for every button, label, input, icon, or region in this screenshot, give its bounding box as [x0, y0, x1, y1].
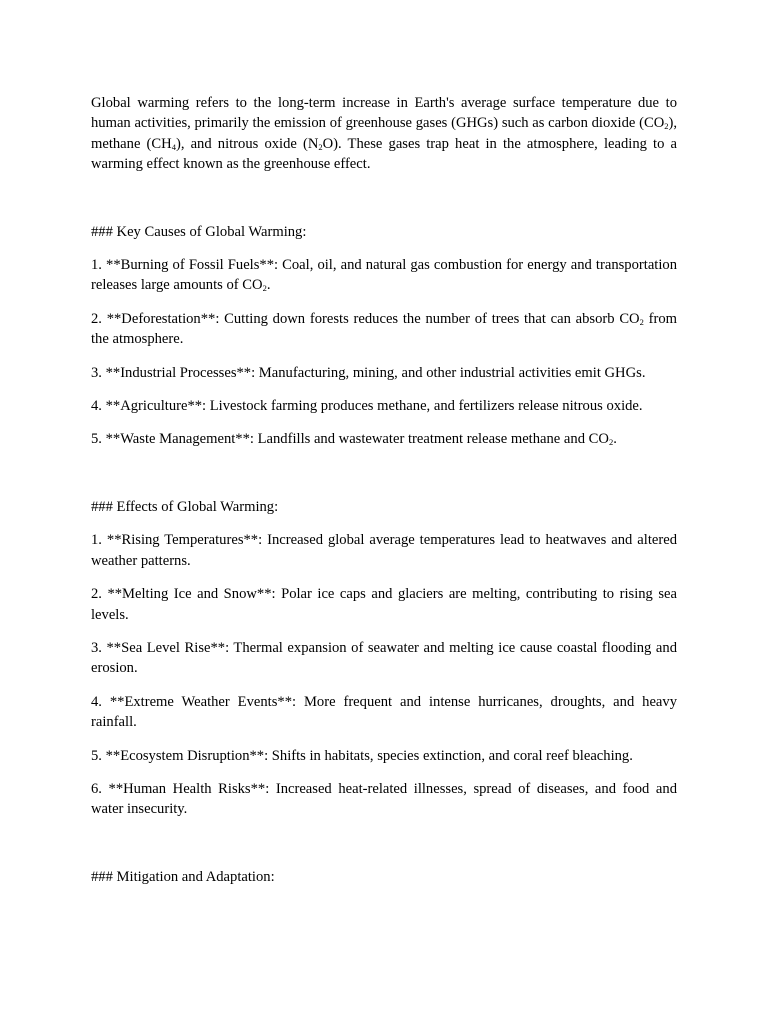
cause-item-2 [91, 309, 677, 350]
subscript-2: 2 [639, 316, 644, 327]
effect-item-3: 3. **Sea Level Rise**: Thermal expansion of seawater and melting ice cause coastal flooding and erosion. [91, 639, 677, 677]
document-page [91, 93, 677, 900]
subscript-2: 2 [318, 141, 323, 152]
cause-item-5-text: 5. **Waste Management**: Landfills and wastewater treatment release methane and CO [91, 431, 609, 448]
section-gap [91, 463, 677, 497]
intro-text-1: Global warming refers to the long-term increase in Earth's average surface temperature due to human activities, primarily the emission of greenhouse gases (GHGs) such as carbon dioxide (CO [91, 95, 677, 132]
cause-item-2-end: from the atmosphere. [91, 310, 677, 348]
effect-item-4: 4. **Extreme Weather Events**: More frequent and intense hurricanes, droughts, and heavy rainfall. [91, 693, 677, 731]
cause-item-5 [91, 429, 677, 449]
cause-item-1-text: 1. **Burning of Fossil Fuels**: Coal, oil, and natural gas combustion for energy and transportation releases large amounts of CO [91, 257, 677, 294]
subscript-2: 2 [262, 283, 267, 294]
cause-item-4: 4. **Agriculture**: Livestock farming produces methane, and fertilizers release nitrous oxide. [91, 398, 643, 415]
subscript-2: 2 [608, 437, 614, 448]
effects-heading: ### Effects of Global Warming: [91, 498, 279, 515]
causes-heading: ### Key Causes of Global Warming: [91, 223, 307, 240]
subscript-2: 2 [664, 121, 669, 132]
intro-text-2: ), methane (CH [91, 115, 677, 152]
cause-item-3: 3. **Industrial Processes**: Manufacturing, mining, and other industrial activities emit GHGs. [91, 364, 646, 381]
effect-item-5: 5. **Ecosystem Disruption**: Shifts in habitats, species extinction, and coral reef bleaching. [91, 747, 633, 764]
cause-item-5-end: . [613, 431, 617, 448]
cause-item-1 [91, 255, 677, 296]
effect-item-2: 2. **Melting Ice and Snow**: Polar ice caps and glaciers are melting, contributing to rising sea levels. [91, 586, 677, 623]
intro-text-4: O). These gases trap heat in the atmosphere, leading to a warming effect known as the greenhouse effect. [91, 135, 677, 173]
cause-item-2-text: 2. **Deforestation**: Cutting down forests reduces the number of trees that can absorb CO [91, 310, 640, 327]
intro-paragraph [91, 93, 677, 175]
section-gap [91, 833, 677, 867]
effect-item-1: 1. **Rising Temperatures**: Increased global average temperatures lead to heatwaves and altered weather patterns. [91, 532, 677, 569]
cause-item-1-end: . [266, 277, 271, 294]
subscript-4: 4 [171, 141, 176, 152]
intro-text-3: ), and nitrous oxide (N [175, 135, 319, 152]
effect-item-6: 6. **Human Health Risks**: Increased heat-related illnesses, spread of diseases, and food and water insecurity. [91, 780, 677, 818]
mitigation-heading: ### Mitigation and Adaptation: [91, 868, 275, 885]
